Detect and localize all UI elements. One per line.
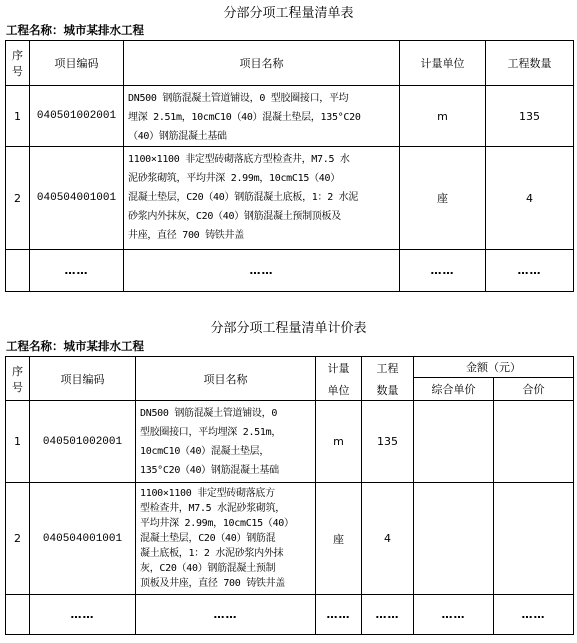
row-name: …… [136,595,316,635]
bill-of-quantities-table [5,40,574,292]
table-row [6,147,574,250]
header-unit: 计量单位 [400,41,486,86]
row-code: 040501002001 [30,86,124,147]
row-code: 040504001001 [30,147,124,250]
row-seq: 2 [6,483,30,595]
row-name: 1100×1100 非定型砖砌落底方 型检查井，M7.5 水泥砂浆砌筑， 平均井深 2.99m，10cmC15（40） 混凝土垫层，C20（40）钢筋混 凝土底板，1：2 水泥砂浆内外抹 灰，C20（40）钢筋混凝土预制 顶板及井座，直径 700 铸铁井盖 [136,483,316,595]
header-name: 项目名称 [136,357,316,401]
table2-title: 分部分项工程量清单计价表 [210,321,367,336]
row-seq: 1 [6,401,30,483]
row-total: …… [494,595,574,635]
row-code: …… [30,595,136,635]
row-unit: …… [400,250,486,292]
header-name: 项目名称 [124,41,400,86]
row-code: 040504001001 [30,483,136,595]
row-qty: …… [362,595,414,635]
table-row [6,483,574,595]
header-code: 项目编码 [30,41,124,86]
header-unit-price: 综合单价 [414,378,494,401]
row-name: …… [124,250,400,292]
row-unit: m [400,86,486,147]
header-total: 合价 [494,378,574,401]
table-row-ellipsis [6,595,574,635]
header-qty: 工程 数量 [362,357,414,401]
row-seq [6,595,30,635]
row-seq: 2 [6,147,30,250]
row-unit: m [316,401,362,483]
header-seq: 序 号 [6,41,30,86]
header-code: 项目编码 [30,357,136,401]
row-name: DN500 钢筋混凝土管道铺设，0 型胶圈接口，平均 埋深 2.51m，10cmC10（40）混凝土垫层，135°C20 （40）钢筋混凝土基础 [124,86,400,147]
row-qty: 135 [362,401,414,483]
row-unit: 座 [400,147,486,250]
row-total [494,401,574,483]
row-seq: 1 [6,86,30,147]
row-name: DN500 钢筋混凝土管道铺设，0 型胶圈接口，平均埋深 2.51m， 10cmC10（40）混凝土垫层， 135°C20（40）钢筋混凝土基础 [136,401,316,483]
header-row [6,357,574,378]
header-seq: 序 号 [6,357,30,401]
row-qty: 135 [486,86,574,147]
row-qty: 4 [362,483,414,595]
row-unit-price [414,483,494,595]
table-row-ellipsis [6,250,574,292]
row-unit-price [414,401,494,483]
row-code: 040501002001 [30,401,136,483]
row-unit-price: …… [414,595,494,635]
table-row [6,86,574,147]
row-unit: 座 [316,483,362,595]
row-qty: 4 [486,147,574,250]
row-code: …… [30,250,124,292]
row-total [494,483,574,595]
bill-of-quantities-pricing-table [5,356,574,635]
header-qty: 工程数量 [486,41,574,86]
table1-title: 分部分项工程量清单表 [223,6,354,21]
table2-project-name: 工程名称：城市某排水工程 [6,339,144,353]
header-unit: 计量 单位 [316,357,362,401]
row-qty: …… [486,250,574,292]
header-amount: 金额（元） [414,357,574,378]
row-name: 1100×1100 非定型砖砌落底方型检查井，M7.5 水 泥砂浆砌筑，平均井深 2.99m，10cmC15（40） 混凝土垫层，C20（40）钢筋混凝土底板，1：2 水泥 砂浆内外抹灰，C20（40）钢筋混凝土预制顶板及 井座，直径 700 铸铁井盖 [124,147,400,250]
table1-project-name: 工程名称：城市某排水工程 [6,23,144,37]
row-unit: …… [316,595,362,635]
table-row [6,401,574,483]
row-seq [6,250,30,292]
header-row [6,41,574,86]
